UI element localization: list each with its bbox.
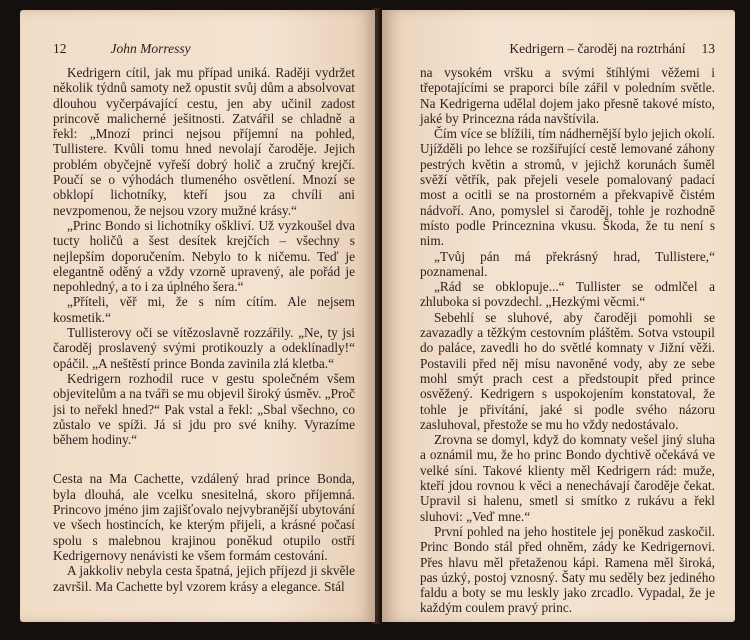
running-head-title: Kedrigern – čaroděj na roztrhání [509,41,686,56]
left-page-header [53,40,355,58]
running-head-author: John Morressy [110,41,191,56]
left-paragraph-1: Kedrigern cítil, jak mu případ uniká. Raději vydržet několik týdnů samoty než opustit svůj dům a absolvovat dlouhou vyčerpávající cestu, jen aby učinil zadost princově malicherné ješitnosti. Zatvářil se chladně a řekl: „Mnozí princi nejsou příjemní na pohled, Tullistere. Kvůli tomu hned nevolají čaroděje. Jejich problém obyčejně vyřeší dobrý holič a zručný krejčí. Poučí se o výhodách tlumeného osvětlení. Mnozí se obklopí lichotníky, kteří jsou za chvíli ani nevzpomenou, že nejsou vzory mužné krásy.“ [53,65,355,218]
left-paragraph-7: A jakkoliv nebyla cesta špatná, jejich příjezd ji skvěle završil. Ma Cachette byl vzorem krásy a elegance. Stál [53,563,355,594]
left-paragraph-3: „Příteli, věř mi, že s ním cítím. Ale nejsem kosmetik.“ [53,294,355,325]
right-page-header [420,40,715,58]
right-paragraph-7: První pohled na jeho hostitele jej poněkud zaskočil. Princ Bondo stál před ohněm, zády ke Kedrigernovi. Přes hlavu měl přetaženou kápi. Ramena měl široká, pas úzký, postoj vznosný. Šaty mu seděly bez jediného faldu a boty se mu leskly jako zrcadlo. Vypadal, že je každým coulem pravý princ. [420,523,715,616]
right-paragraph-4: „Rád se obklopuje...“ Tullister se odmlčel a zhluboka si povzdechl. „Hezkými věcmi.“ [420,279,715,310]
section-break [53,447,355,471]
left-paragraph-5: Kedrigern rozhodil ruce v gestu společném všem objevitelům a na tváři se mu objevil široký úsměv. „Proč jsi to neřekl hned?“ Pak vstal a řekl: „Sbal všechno, co zůstalo ve spíži. Já si jdu pro své knihy. Vyrazíme během hodiny.“ [53,370,355,448]
left-paragraph-6: Cesta na Ma Cachette, vzdálený hrad prince Bonda, byla dlouhá, ale vcelku snesitelná, skoro příjemná. Princovo jméno jim zajišťovalo nejvybranější ubytování ve všech hostincích, ke kterým přijeli, a krásné počasí spolu s malebnou krajinou poněkud otupilo ostří Kedrigernovy nenávisti ke všem formám cestování. [53,471,355,563]
right-paragraph-5: Sebehlí se sluhové, aby čaroději pomohli se zavazadly a těžkým cestovním pláštěm. Sotva vstoupil do paláce, zavedli ho do světlé komnaty v Jižní věži. Postavili před něj mísu navoněné vody, aby ze sebe mohl smýt prach cest a předstoupit před prince osvěžený. Kedrigern s uspokojením konstatoval, že tohle je přivítání, jaké si podle svého názoru zasluhoval, přestože se mu ho vždy nedostávalo. [420,309,715,432]
left-paragraph-4: Tullisterovy oči se vítězoslavně rozzářily. „Ne, ty jsi čaroděj proslavený svými protikouzly a odeklínadly!“ opáčil. „A neštěstí prince Bonda zavinila zlá kletba.“ [53,325,355,371]
right-paragraph-1: na vysokém vršku a svými štíhlými věžemi i třepotajícími se praporci bíle zářil v poledním světle. Na Kedrigerna udělal dojem jako přesně takové místo, jaké by Princezna ráda navštívila. [420,65,715,126]
right-page-number: 13 [701,41,715,56]
right-paragraph-6: Zrovna se domyl, když do komnaty vešel jiný sluha a oznámil mu, že ho princ Bondo dychtivě očekává ve velké síni. Takové klienty měl Kedrigern rád: muže, kteří jdou rovnou k věci a nenechávají čaroděje čekat. Upravil si halenu, smetl si smítko z rukávu a řekl sluhovi: „Veď mne.“ [420,432,715,524]
right-paragraph-2: Čím více se blížili, tím nádhernější bylo jejich okolí. Ujížděli po lehce se rozšiřující cestě lemované záhony pestrých květin a stromů, v jejichž korunách šuměl svěží větřík, pak přejeli vesele pomalovaný padací most a ocitli se na prostorném a překvapivě čistém nádvoří. Ano, pomyslel si čaroděj, tohle je rozhodně místo podle Princeznina vkusu. Škoda, že tu není s nim. [420,126,715,249]
right-paragraph-3: „Tvůj pán má překrásný hrad, Tullistere,“ poznamenal. [420,248,715,279]
right-page [382,10,735,622]
left-paragraph-2: „Princ Bondo si lichotníky oškliví. Už vyzkoušel dva tucty holičů a šest desítek krejčích – všechny s nejlepším doporučením. Nebylo to k ničemu. Teď je elegantně oděný a vždy vzorně upravený, ale pořád je nepohledný, a to i za úplného šera.“ [53,217,355,295]
left-page [20,10,375,622]
left-page-number: 12 [53,41,67,56]
